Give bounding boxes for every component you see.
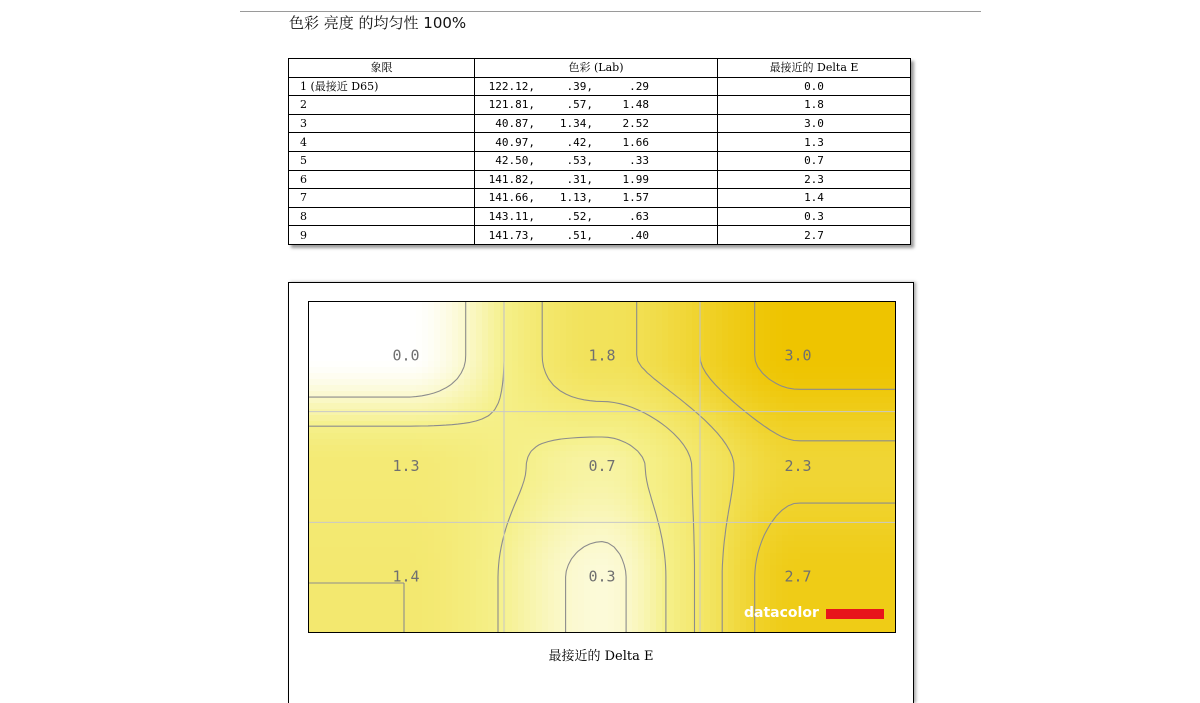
table-row <box>289 114 911 133</box>
cell-quadrant: 6 <box>289 170 475 189</box>
cell-delta-e: 0.7 <box>718 151 911 170</box>
delta-e-table <box>288 58 911 245</box>
table-row <box>289 96 911 115</box>
lab-b-value: 1.48 <box>623 96 650 113</box>
lab-a-value: .52, <box>567 208 594 225</box>
cell-lab <box>475 189 718 208</box>
logo-text: datacolor <box>744 605 819 621</box>
lab-a-value: .42, <box>567 134 594 151</box>
lab-b-value: 1.57 <box>623 189 650 206</box>
cell-lab <box>475 133 718 152</box>
cell-lab <box>475 77 718 96</box>
cell-quadrant: 2 <box>289 96 475 115</box>
uniformity-table <box>288 58 911 245</box>
lab-b-value: 2.52 <box>623 115 650 132</box>
lab-b-value: .33 <box>629 152 649 169</box>
lab-b-value: .40 <box>629 227 649 244</box>
lab-l-value: 143.11, <box>489 208 535 225</box>
lab-l-value: 141.66, <box>489 189 535 206</box>
lab-b-value: 1.66 <box>623 134 650 151</box>
lab-l-value: 42.50, <box>495 152 535 169</box>
cell-quadrant: 9 <box>289 226 475 245</box>
logo-accent-bar <box>826 609 884 619</box>
table-header-row <box>289 59 911 78</box>
lab-a-value: .39, <box>567 78 594 95</box>
cell-lab <box>475 151 718 170</box>
cell-delta-e: 1.4 <box>718 189 911 208</box>
lab-a-value: .51, <box>567 227 594 244</box>
cell-lab <box>475 96 718 115</box>
uniformity-heatmap <box>308 301 896 633</box>
cell-lab <box>475 114 718 133</box>
table-row <box>289 189 911 208</box>
lab-a-value: 1.34, <box>560 115 593 132</box>
cell-delta-e: 0.0 <box>718 77 911 96</box>
cell-quadrant: 4 <box>289 133 475 152</box>
table-row <box>289 226 911 245</box>
cell-delta-e: 0.3 <box>718 207 911 226</box>
lab-a-value: 1.13, <box>560 189 593 206</box>
lab-a-value: .31, <box>567 171 594 188</box>
cell-delta-e: 3.0 <box>718 114 911 133</box>
cell-value-label: 0.0 <box>392 346 419 364</box>
lab-l-value: 141.82, <box>489 171 535 188</box>
cell-delta-e: 1.8 <box>718 96 911 115</box>
cell-value-label: 3.0 <box>784 346 811 364</box>
lab-l-value: 122.12, <box>489 78 535 95</box>
table-row <box>289 207 911 226</box>
lab-b-value: .63 <box>629 208 649 225</box>
lab-l-value: 141.73, <box>489 227 535 244</box>
cell-value-label: 0.3 <box>588 568 615 586</box>
cell-delta-e: 1.3 <box>718 133 911 152</box>
x-axis-label: 最接近的 Delta E <box>289 645 913 664</box>
cell-quadrant: 3 <box>289 114 475 133</box>
lab-a-value: .57, <box>567 96 594 113</box>
cell-delta-e: 2.3 <box>718 170 911 189</box>
lab-l-value: 40.87, <box>495 115 535 132</box>
column-header-quadrant: 象限 <box>289 59 475 78</box>
cell-delta-e: 2.7 <box>718 226 911 245</box>
cell-quadrant: 1 (最接近 D65) <box>289 77 475 96</box>
cell-lab <box>475 226 718 245</box>
lab-b-value: .29 <box>629 78 649 95</box>
cell-quadrant: 7 <box>289 189 475 208</box>
table-row <box>289 170 911 189</box>
cell-value-label: 2.3 <box>784 457 811 475</box>
table-row <box>289 77 911 96</box>
cell-value-label: 1.8 <box>588 346 615 364</box>
cell-lab <box>475 207 718 226</box>
cell-quadrant: 5 <box>289 151 475 170</box>
cell-value-label: 0.7 <box>588 457 615 475</box>
lab-b-value: 1.99 <box>623 171 650 188</box>
table-body <box>289 77 911 244</box>
table-row <box>289 151 911 170</box>
cell-quadrant: 8 <box>289 207 475 226</box>
page-title: 色彩 亮度 的均匀性 100% <box>289 12 466 33</box>
cell-value-label: 2.7 <box>784 568 811 586</box>
column-header-lab: 色彩 (Lab) <box>475 59 718 78</box>
lab-l-value: 40.97, <box>495 134 535 151</box>
lab-a-value: .53, <box>567 152 594 169</box>
cell-value-label: 1.4 <box>392 568 419 586</box>
column-header-delta-e: 最接近的 Delta E <box>718 59 911 78</box>
chart-frame <box>288 282 914 703</box>
cell-lab <box>475 170 718 189</box>
table-row <box>289 133 911 152</box>
lab-l-value: 121.81, <box>489 96 535 113</box>
cell-value-label: 1.3 <box>392 457 419 475</box>
